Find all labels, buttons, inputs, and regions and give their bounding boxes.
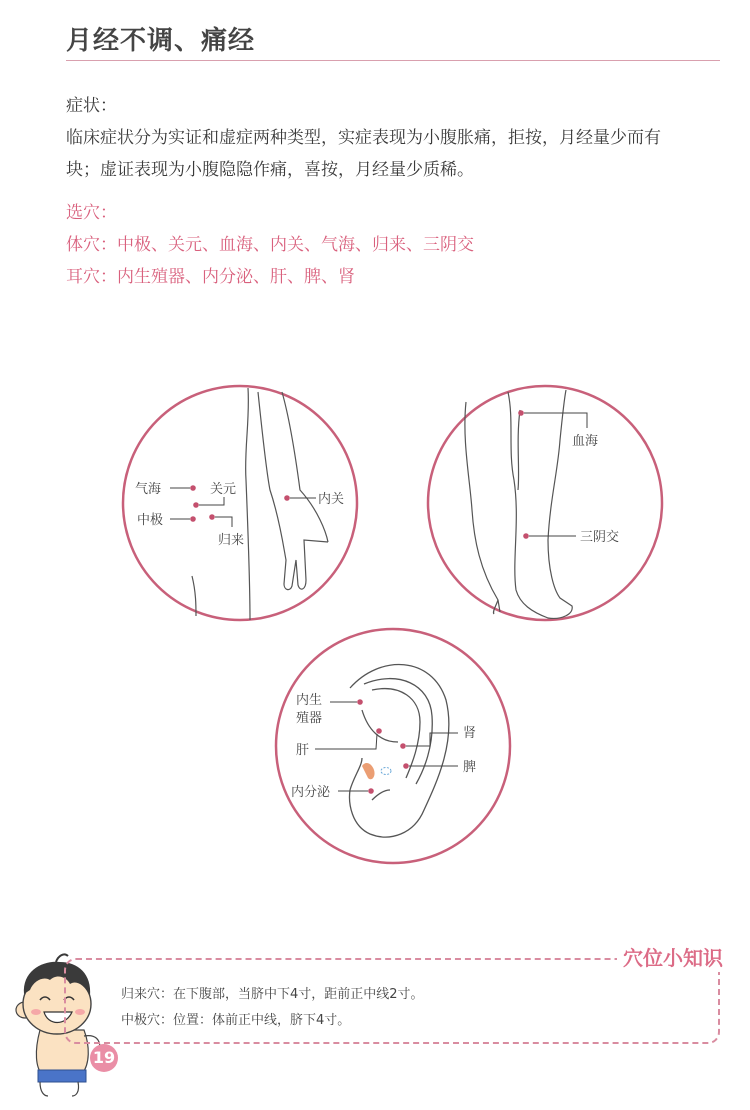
guilai-dot [209,514,215,520]
spleen-marker [381,768,391,775]
symptoms-heading: 症状： [66,96,117,116]
diagram-circle-ear [276,629,510,863]
qihai-dot [190,485,196,491]
knowledge-tag: 穴位小知识 [617,941,729,972]
pi-label: 脾 [463,760,477,775]
knowledge-line-zhongji: 中极穴：位置：体前正中线，脐下4寸。 [121,1013,351,1028]
abdomen-arm-diagram [123,386,357,620]
neishengzhiqi-label-1: 内生 [296,693,323,708]
guilai-label: 归来 [218,533,245,548]
body-points-line: 体穴：中极、关元、血海、内关、气海、归来、三阴交 [66,235,474,255]
neiguan-label: 内关 [318,492,345,507]
zhongji-label: 中极 [137,513,164,528]
zhongji-dot [190,516,196,522]
gan-label: 肝 [296,743,310,758]
ear-outline [350,665,449,837]
neifenmi-dot [368,788,374,794]
neishengzhiqi-label-2: 殖器 [296,711,323,726]
knowledge-line-guilai: 归来穴：在下腹部，当脐中下4寸，距前正中线2寸。 [121,987,424,1002]
xuehai-label: 血海 [572,434,599,449]
symptoms-line-1: 临床症状分为实证和虚症两种类型，实症表现为小腹胀痛，拒按，月经量少而有 [66,128,661,148]
endocrine-marker [362,763,375,779]
body-outline [192,388,328,620]
neifenmi-label: 内分泌 [291,785,331,800]
ear-points-line: 耳穴：内生殖器、内分泌、肝、脾、肾 [66,267,355,287]
qihai-label: 气海 [135,482,162,497]
page-number-badge: 19 [90,1044,118,1072]
xuehai-dot [518,410,524,416]
guanyuan-dot [193,502,199,508]
neiguan-dot [284,495,290,501]
symptoms-line-2: 块；虚证表现为小腹隐隐作痛，喜按，月经量少质稀。 [66,160,474,180]
page-title: 月经不调、痛经 [66,26,256,56]
legs-outline [465,390,572,618]
diagram-circle-legs [428,386,662,620]
shen-label: 肾 [463,726,477,741]
ear-diagram [276,629,510,863]
sanyinjiao-dot [523,533,529,539]
gan-dot [376,728,382,734]
legs-diagram [428,386,662,620]
neishengzhiqi-dot [357,699,363,705]
pi-dot [403,763,409,769]
guanyuan-label: 关元 [210,482,237,497]
points-heading: 选穴： [66,203,117,223]
sanyinjiao-label: 三阴交 [580,530,620,545]
shen-dot [400,743,406,749]
